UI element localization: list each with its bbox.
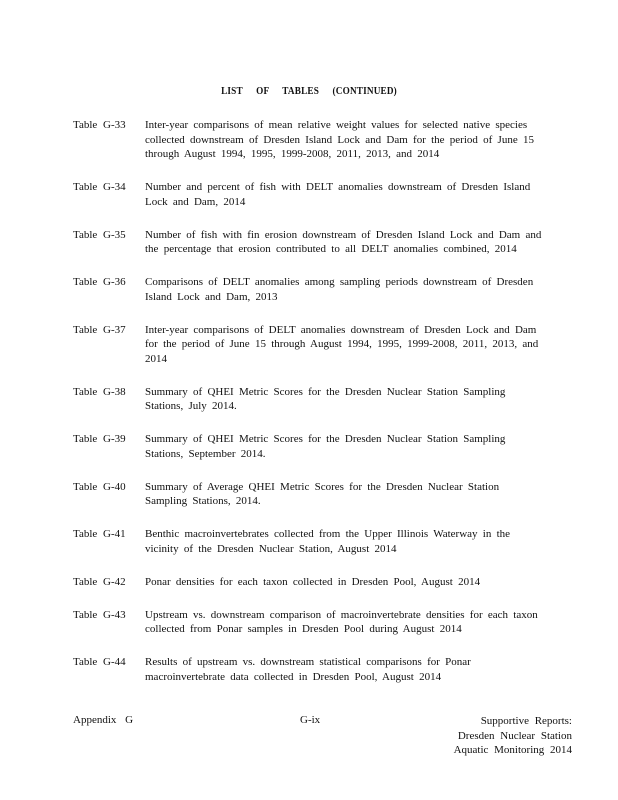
table-list (73, 118, 543, 703)
table-entry (73, 575, 543, 590)
footer-report-line: Aquatic Monitoring 2014 (453, 744, 572, 756)
footer-report-info (454, 714, 572, 758)
table-entry (73, 118, 543, 162)
footer-appendix: Appendix G (73, 714, 134, 726)
table-label: Table G-36 (73, 276, 126, 288)
table-label: Table G-34 (73, 181, 126, 193)
table-title: Inter-year comparisons of DELT anomalies downstream of Dresden Lock and Dam for the period of June 15 through August 1994, 1995, 1999-2008, 2011, 2013, and 2014 (145, 323, 539, 365)
table-label: Table G-39 (73, 433, 126, 445)
table-label: Table G-33 (73, 119, 126, 131)
table-title: Summary of Average QHEI Metric Scores for the Dresden Nuclear Station Sampling Stations, 2014. (145, 480, 500, 507)
table-title: Number and percent of fish with DELT anomalies downstream of Dresden Island Lock and Dam, 2014 (145, 181, 531, 208)
table-title: Comparisons of DELT anomalies among sampling periods downstream of Dresden Island Lock and Dam, 2013 (145, 276, 534, 303)
footer-page-number: G-ix (300, 714, 321, 726)
table-entry (73, 323, 543, 367)
table-title: Benthic macroinvertebrates collected from the Upper Illinois Waterway in the vicinity of the Dresden Nuclear Station, August 2014 (145, 528, 511, 555)
table-label: Table G-43 (73, 608, 126, 621)
table-label: Table G-35 (73, 228, 126, 241)
table-label: Table G-42 (73, 575, 126, 588)
table-title: Ponar densities for each taxon collected in Dresden Pool, August 2014 (145, 575, 481, 588)
table-title: Number of fish with fin erosion downstream of Dresden Island Lock and Dam and the percentage that erosion contributed to all DELT anomalies combined, 2014 (145, 228, 542, 255)
table-title: Summary of QHEI Metric Scores for the Dresden Nuclear Station Sampling Stations, July 2014. (145, 385, 506, 412)
table-title: Summary of QHEI Metric Scores for the Dresden Nuclear Station Sampling Stations, September 2014. (145, 433, 506, 460)
table-entry (73, 228, 543, 257)
page-heading: LIST OF TABLES (CONTINUED) (221, 86, 397, 97)
table-title: Upstream vs. downstream comparison of macroinvertebrate densities for each taxon collected from Ponar samples in Dresden Pool during August 2014 (145, 608, 538, 635)
table-entry (73, 275, 543, 304)
table-entry (73, 608, 543, 637)
table-label: Table G-37 (73, 323, 126, 336)
table-label: Table G-38 (73, 385, 126, 398)
table-entry (73, 432, 543, 461)
table-title: Inter-year comparisons of mean relative weight values for selected native species collected downstream of Dresden Island Lock and Dam for the period of June 15 through August 1994, 1995, 1999-2008, 2011, 2013, and 2014 (145, 119, 534, 160)
table-entry (73, 385, 543, 414)
footer-report-line: Supportive Reports: (480, 715, 572, 727)
table-entry (73, 180, 543, 209)
footer-report-line: Dresden Nuclear Station (457, 729, 572, 742)
table-entry (73, 527, 543, 556)
table-entry (73, 655, 543, 684)
table-label: Table G-40 (73, 480, 126, 493)
table-entry (73, 480, 543, 509)
table-title: Results of upstream vs. downstream statistical comparisons for Ponar macroinvertebrate data collected in Dresden Pool, August 2014 (145, 656, 471, 683)
table-label: Table G-41 (73, 528, 126, 540)
table-label: Table G-44 (73, 656, 126, 668)
